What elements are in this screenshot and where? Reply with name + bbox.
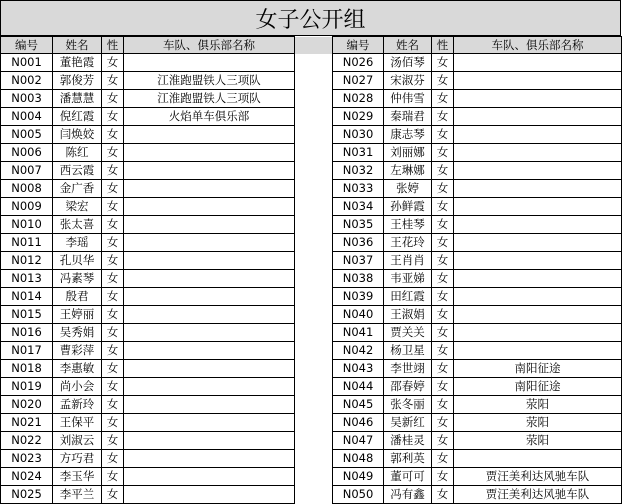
entry-club	[454, 198, 622, 216]
column-gap	[295, 324, 333, 342]
entry-club: 荥阳	[454, 414, 622, 432]
entry-sex: 女	[102, 108, 124, 126]
entry-club: 南阳征途	[454, 378, 622, 396]
table-row	[1, 198, 622, 216]
entry-id: N049	[333, 468, 384, 486]
entry-club: 贾汪美利达风驰车队	[454, 468, 622, 486]
entry-id: N048	[333, 450, 384, 468]
entry-club	[454, 90, 622, 108]
entry-sex: 女	[102, 450, 124, 468]
entry-id: N017	[1, 342, 53, 360]
entry-name: 韦亚娣	[384, 270, 432, 288]
entry-sex: 女	[432, 108, 454, 126]
entry-club	[124, 342, 295, 360]
entry-id: N041	[333, 324, 384, 342]
entry-name: 冯素琴	[53, 270, 102, 288]
entry-id: N034	[333, 198, 384, 216]
column-gap	[295, 90, 333, 108]
entry-sex: 女	[432, 162, 454, 180]
entry-id: N036	[333, 234, 384, 252]
entry-name: 王肖肖	[384, 252, 432, 270]
entry-id: N038	[333, 270, 384, 288]
entry-id: N006	[1, 144, 53, 162]
entry-club	[124, 288, 295, 306]
entry-sex: 女	[102, 432, 124, 450]
column-gap	[295, 162, 333, 180]
entry-sex: 女	[432, 396, 454, 414]
entry-id: N014	[1, 288, 53, 306]
entry-sex: 女	[432, 252, 454, 270]
table-row	[1, 270, 622, 288]
entry-name: 李瑶	[53, 234, 102, 252]
entry-club	[124, 306, 295, 324]
entry-name: 倪红霞	[53, 108, 102, 126]
entry-name: 王保平	[53, 414, 102, 432]
entry-name: 潘慧慧	[53, 90, 102, 108]
col-header-id: 编号	[1, 37, 53, 54]
table-row	[1, 396, 622, 414]
entry-sex: 女	[102, 198, 124, 216]
table-row	[1, 54, 622, 72]
entry-name: 李世翊	[384, 360, 432, 378]
column-gap	[295, 234, 333, 252]
entry-name: 杨卫星	[384, 342, 432, 360]
entry-sex: 女	[102, 162, 124, 180]
entry-id: N004	[1, 108, 53, 126]
entry-name: 张冬丽	[384, 396, 432, 414]
column-gap	[295, 432, 333, 450]
column-gap	[295, 54, 333, 72]
entry-name: 孟新玲	[53, 396, 102, 414]
entry-name: 李玉华	[53, 468, 102, 486]
entry-club	[454, 54, 622, 72]
entry-club	[454, 342, 622, 360]
entry-club	[454, 126, 622, 144]
entry-id: N011	[1, 234, 53, 252]
entry-sex: 女	[432, 342, 454, 360]
entry-club	[124, 198, 295, 216]
entry-sex: 女	[102, 126, 124, 144]
entry-name: 董可可	[384, 468, 432, 486]
table-row	[1, 468, 622, 486]
entry-name: 李平兰	[53, 486, 102, 504]
entry-sex: 女	[102, 234, 124, 252]
entry-name: 汤佰琴	[384, 54, 432, 72]
table-row	[1, 252, 622, 270]
entry-sex: 女	[432, 486, 454, 504]
entry-id: N002	[1, 72, 53, 90]
column-gap	[295, 306, 333, 324]
entry-sex: 女	[432, 234, 454, 252]
entry-id: N045	[333, 396, 384, 414]
entry-club	[124, 54, 295, 72]
entry-club	[454, 72, 622, 90]
entry-sex: 女	[102, 270, 124, 288]
entry-name: 西云霞	[53, 162, 102, 180]
entry-club	[454, 234, 622, 252]
table-row	[1, 432, 622, 450]
entry-name: 潘桂灵	[384, 432, 432, 450]
entry-id: N040	[333, 306, 384, 324]
entry-club	[454, 216, 622, 234]
table-row	[1, 450, 622, 468]
entry-sex: 女	[102, 306, 124, 324]
entry-name: 冯有鑫	[384, 486, 432, 504]
entry-sex: 女	[432, 90, 454, 108]
entry-club	[124, 468, 295, 486]
entry-sex: 女	[102, 288, 124, 306]
entry-club	[454, 162, 622, 180]
entry-id: N035	[333, 216, 384, 234]
entry-id: N032	[333, 162, 384, 180]
entry-sex: 女	[432, 270, 454, 288]
entry-sex: 女	[102, 378, 124, 396]
table-row	[1, 486, 622, 504]
entry-sex: 女	[102, 54, 124, 72]
entry-sex: 女	[432, 180, 454, 198]
entry-sex: 女	[102, 414, 124, 432]
entry-id: N019	[1, 378, 53, 396]
entry-sex: 女	[102, 324, 124, 342]
entry-club: 南阳征途	[454, 360, 622, 378]
entry-id: N050	[333, 486, 384, 504]
col-header-club: 车队、俱乐部名称	[124, 37, 295, 54]
entry-sex: 女	[432, 72, 454, 90]
table-row	[1, 342, 622, 360]
entry-club	[124, 432, 295, 450]
column-gap	[295, 198, 333, 216]
entry-name: 孙鲜霞	[384, 198, 432, 216]
entry-club	[124, 378, 295, 396]
entry-sex: 女	[102, 342, 124, 360]
table-row	[1, 162, 622, 180]
entry-club	[454, 450, 622, 468]
entry-id: N047	[333, 432, 384, 450]
col-header-id: 编号	[333, 37, 384, 54]
col-header-club: 车队、俱乐部名称	[454, 37, 622, 54]
entry-sex: 女	[432, 432, 454, 450]
column-gap	[295, 468, 333, 486]
table-row	[1, 108, 622, 126]
column-gap	[295, 252, 333, 270]
entry-name: 殷君	[53, 288, 102, 306]
entry-sex: 女	[432, 378, 454, 396]
column-gap	[295, 108, 333, 126]
entry-club	[454, 108, 622, 126]
table-row	[1, 72, 622, 90]
entry-id: N033	[333, 180, 384, 198]
entry-sex: 女	[102, 486, 124, 504]
entry-id: N025	[1, 486, 53, 504]
entry-name: 尚小会	[53, 378, 102, 396]
entry-id: N013	[1, 270, 53, 288]
entry-name: 吴新红	[384, 414, 432, 432]
entry-id: N027	[333, 72, 384, 90]
entry-club	[454, 288, 622, 306]
table-row	[1, 306, 622, 324]
entry-sex: 女	[432, 216, 454, 234]
col-header-sex: 性	[102, 37, 124, 54]
entry-sex: 女	[102, 252, 124, 270]
column-gap	[295, 72, 333, 90]
entry-id: N030	[333, 126, 384, 144]
table-row	[1, 360, 622, 378]
entry-id: N010	[1, 216, 53, 234]
entry-id: N029	[333, 108, 384, 126]
entry-name: 李惠敏	[53, 360, 102, 378]
entry-id: N039	[333, 288, 384, 306]
col-header-name: 姓名	[384, 37, 432, 54]
table-row	[1, 234, 622, 252]
entry-name: 董艳霞	[53, 54, 102, 72]
entry-name: 仲伟雪	[384, 90, 432, 108]
entry-name: 贾关关	[384, 324, 432, 342]
column-gap	[295, 288, 333, 306]
entry-name: 刘淑云	[53, 432, 102, 450]
entry-sex: 女	[102, 396, 124, 414]
table-row	[1, 126, 622, 144]
column-gap	[295, 342, 333, 360]
col-header-name: 姓名	[53, 37, 102, 54]
column-gap	[295, 37, 333, 54]
entry-id: N044	[333, 378, 384, 396]
entry-club	[124, 270, 295, 288]
entry-sex: 女	[432, 306, 454, 324]
column-gap	[295, 216, 333, 234]
entry-id: N003	[1, 90, 53, 108]
entry-name: 曹彩萍	[53, 342, 102, 360]
entry-sex: 女	[102, 144, 124, 162]
entry-sex: 女	[432, 198, 454, 216]
table-row	[1, 288, 622, 306]
entry-id: N021	[1, 414, 53, 432]
entry-club: 江淮跑盟铁人三项队	[124, 72, 295, 90]
col-header-sex: 性	[432, 37, 454, 54]
entry-id: N026	[333, 54, 384, 72]
entry-name: 宋淑芬	[384, 72, 432, 90]
entry-sex: 女	[432, 126, 454, 144]
entry-name: 孔贝华	[53, 252, 102, 270]
entry-name: 田红霞	[384, 288, 432, 306]
entry-club	[454, 180, 622, 198]
table-row	[1, 414, 622, 432]
column-gap	[295, 378, 333, 396]
table-row	[1, 144, 622, 162]
entry-club	[124, 324, 295, 342]
entry-sex: 女	[102, 216, 124, 234]
entry-club	[454, 306, 622, 324]
entry-club	[124, 450, 295, 468]
entry-id: N018	[1, 360, 53, 378]
entry-club	[124, 396, 295, 414]
entry-club	[124, 162, 295, 180]
entry-id: N020	[1, 396, 53, 414]
entry-name: 郭利英	[384, 450, 432, 468]
column-gap	[295, 180, 333, 198]
entry-club	[124, 216, 295, 234]
entry-id: N023	[1, 450, 53, 468]
entry-name: 王婷丽	[53, 306, 102, 324]
entry-sex: 女	[102, 90, 124, 108]
table-row	[1, 90, 622, 108]
table-row	[1, 216, 622, 234]
entry-club: 火焰单车俱乐部	[124, 108, 295, 126]
entry-id: N042	[333, 342, 384, 360]
entry-club	[124, 144, 295, 162]
entry-name: 秦瑞君	[384, 108, 432, 126]
column-gap	[295, 144, 333, 162]
column-gap	[295, 126, 333, 144]
entry-name: 金广香	[53, 180, 102, 198]
entry-name: 吴秀娟	[53, 324, 102, 342]
registration-table	[0, 36, 622, 504]
entry-id: N009	[1, 198, 53, 216]
entry-sex: 女	[432, 144, 454, 162]
entry-name: 刘丽娜	[384, 144, 432, 162]
column-gap	[295, 450, 333, 468]
entry-club: 荥阳	[454, 432, 622, 450]
entry-sex: 女	[432, 468, 454, 486]
entry-id: N024	[1, 468, 53, 486]
entry-sex: 女	[432, 54, 454, 72]
entry-name: 王桂琴	[384, 216, 432, 234]
column-gap	[295, 360, 333, 378]
column-gap	[295, 414, 333, 432]
entry-id: N046	[333, 414, 384, 432]
entry-name: 康志琴	[384, 126, 432, 144]
entry-sex: 女	[102, 72, 124, 90]
entry-name: 王淑娟	[384, 306, 432, 324]
entry-id: N008	[1, 180, 53, 198]
entry-id: N028	[333, 90, 384, 108]
column-gap	[295, 396, 333, 414]
table-row	[1, 378, 622, 396]
entry-name: 张太喜	[53, 216, 102, 234]
entry-sex: 女	[102, 180, 124, 198]
entry-sex: 女	[432, 288, 454, 306]
entry-club	[124, 180, 295, 198]
entry-id: N015	[1, 306, 53, 324]
entry-name: 左琳娜	[384, 162, 432, 180]
entry-club	[454, 252, 622, 270]
header-row	[1, 37, 622, 54]
entry-id: N005	[1, 126, 53, 144]
entry-name: 张婷	[384, 180, 432, 198]
entry-name: 王花玲	[384, 234, 432, 252]
entry-name: 梁宏	[53, 198, 102, 216]
entry-name: 邵春婷	[384, 378, 432, 396]
column-gap	[295, 270, 333, 288]
entry-sex: 女	[432, 450, 454, 468]
entry-id: N022	[1, 432, 53, 450]
table-row	[1, 324, 622, 342]
entry-club	[454, 270, 622, 288]
entry-id: N031	[333, 144, 384, 162]
entry-id: N037	[333, 252, 384, 270]
entry-club: 荥阳	[454, 396, 622, 414]
entry-id: N007	[1, 162, 53, 180]
entry-sex: 女	[102, 360, 124, 378]
entry-club: 江淮跑盟铁人三项队	[124, 90, 295, 108]
entry-club	[124, 360, 295, 378]
entry-sex: 女	[432, 324, 454, 342]
entry-name: 闫焕姣	[53, 126, 102, 144]
entry-club	[124, 486, 295, 504]
entry-club	[124, 414, 295, 432]
entry-club	[454, 144, 622, 162]
entry-club	[124, 234, 295, 252]
entry-club: 贾汪美利达风驰车队	[454, 486, 622, 504]
entry-id: N043	[333, 360, 384, 378]
entry-name: 郭俊芳	[53, 72, 102, 90]
entry-sex: 女	[102, 468, 124, 486]
entry-sex: 女	[432, 414, 454, 432]
entry-id: N016	[1, 324, 53, 342]
entry-club	[124, 252, 295, 270]
entry-name: 陈红	[53, 144, 102, 162]
entry-club	[454, 324, 622, 342]
sheet-title: 女子公开组	[0, 0, 621, 36]
entry-club	[124, 126, 295, 144]
table-row	[1, 180, 622, 198]
entry-sex: 女	[432, 360, 454, 378]
entry-name: 方巧君	[53, 450, 102, 468]
entry-id: N001	[1, 54, 53, 72]
entry-id: N012	[1, 252, 53, 270]
column-gap	[295, 486, 333, 504]
